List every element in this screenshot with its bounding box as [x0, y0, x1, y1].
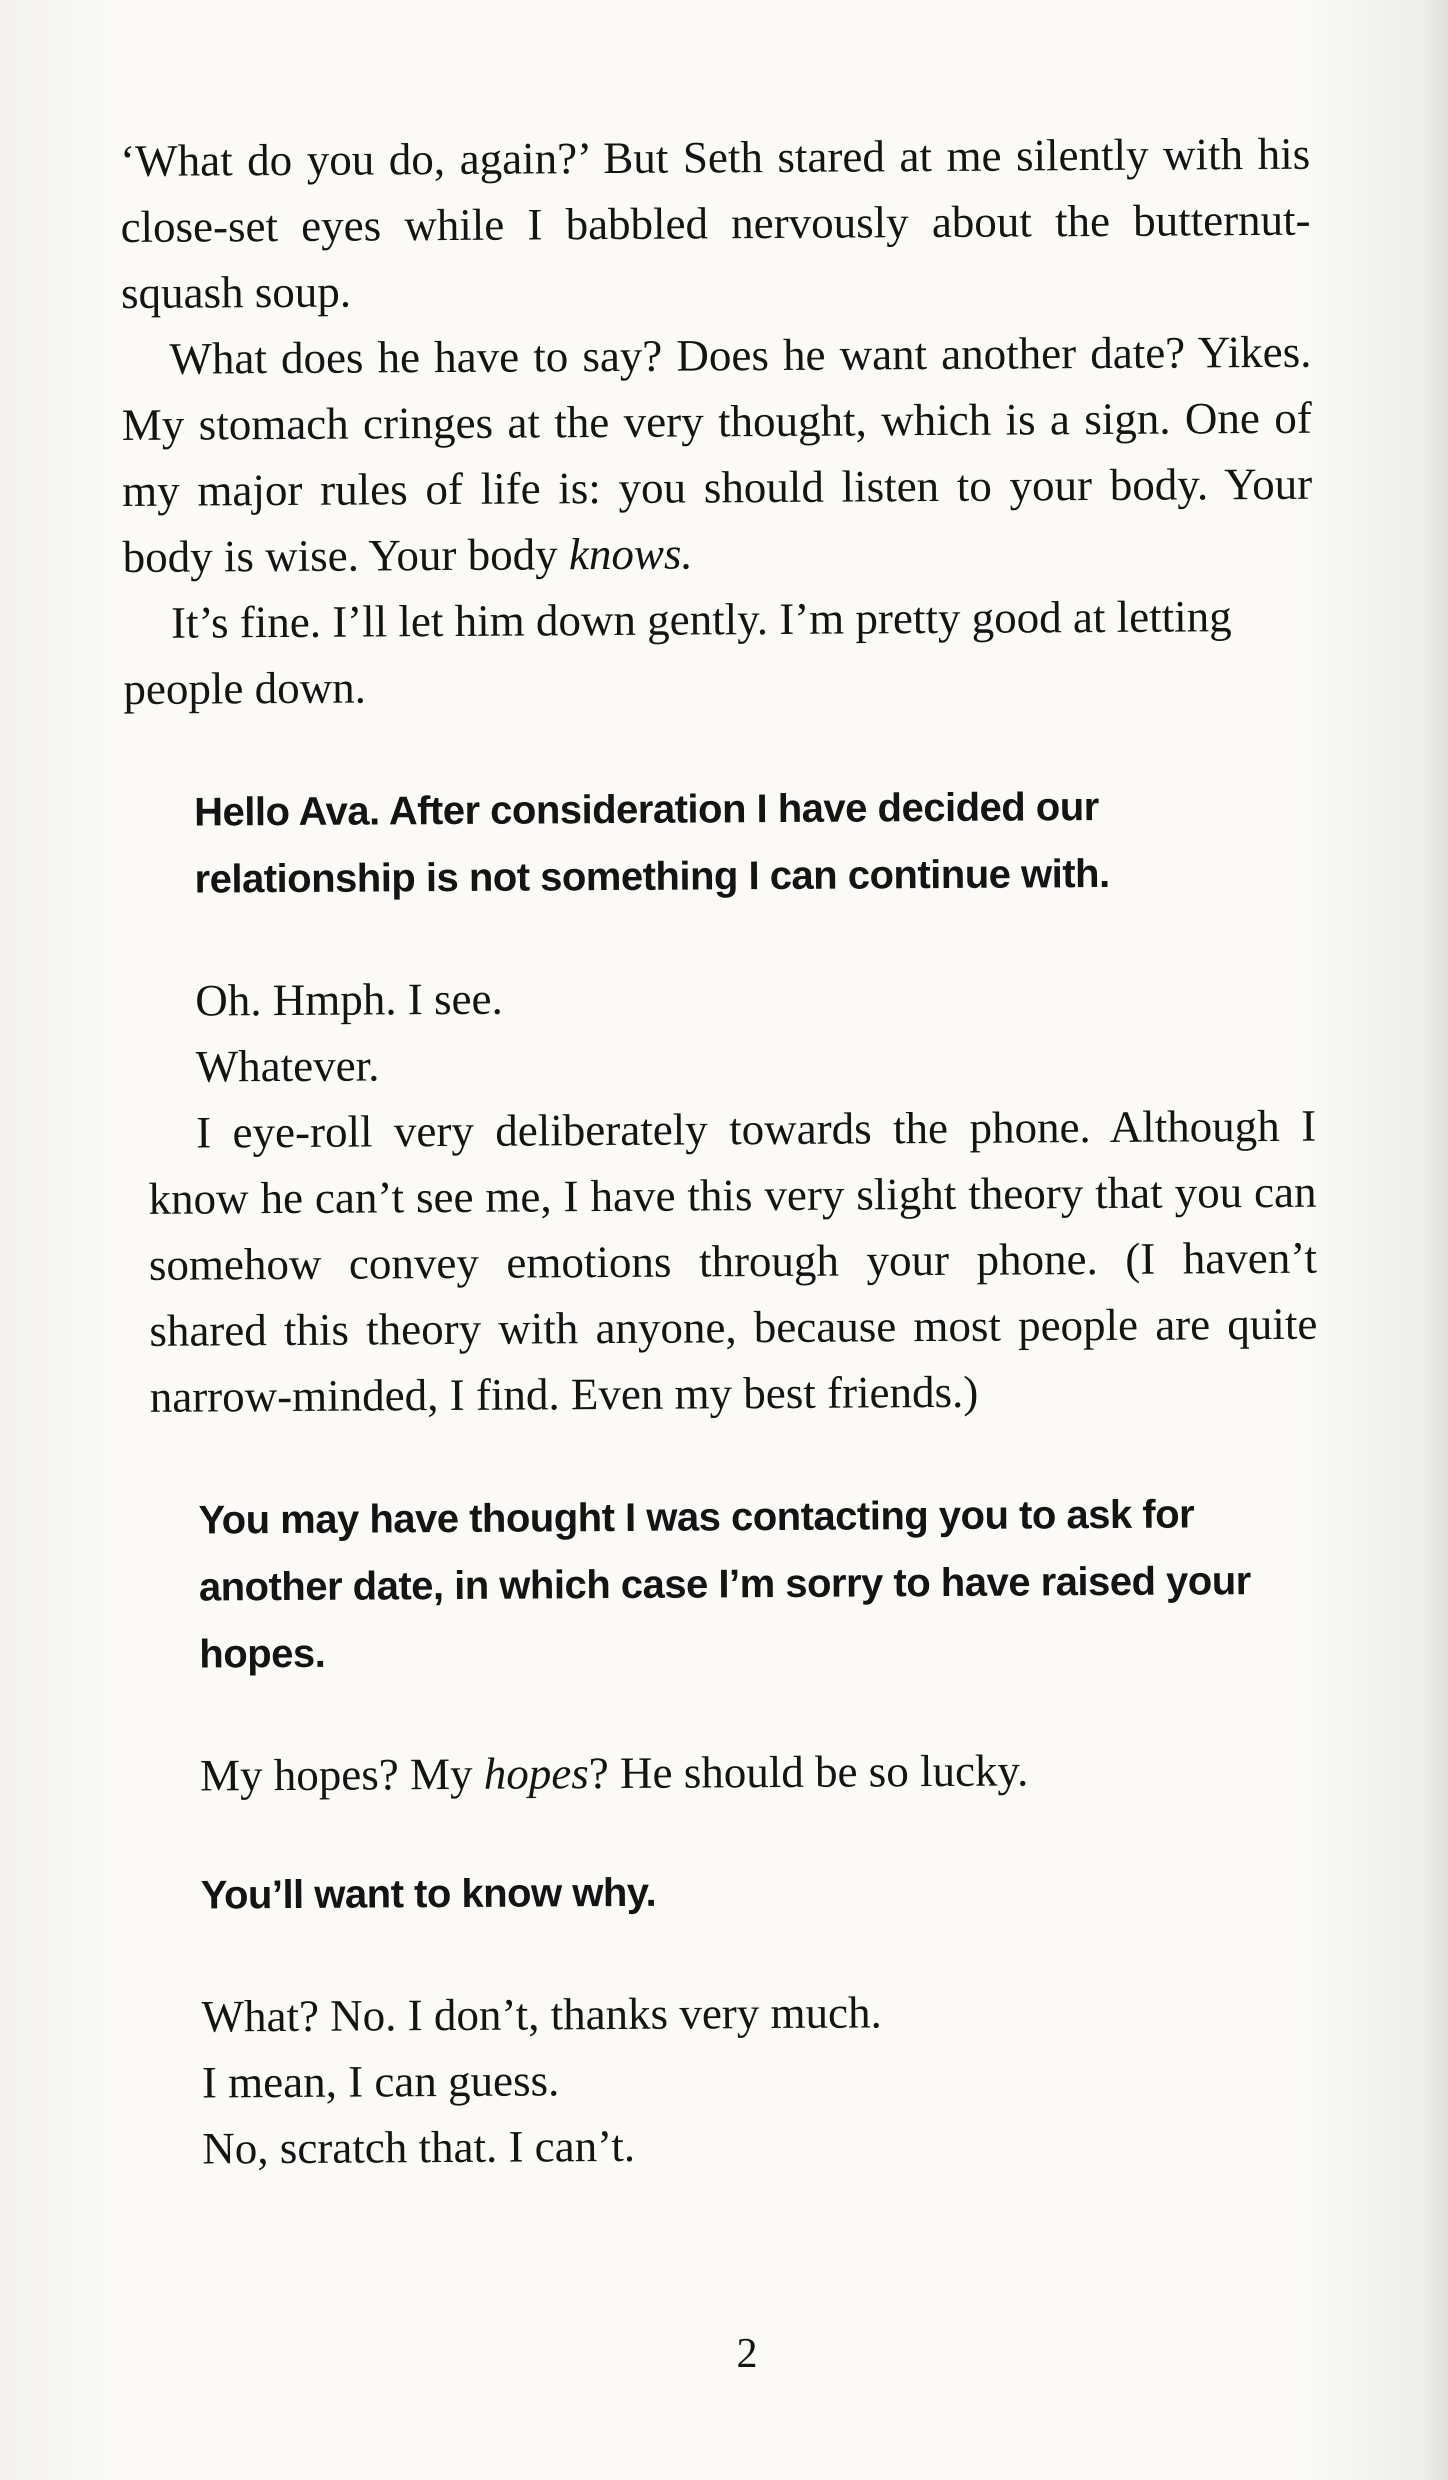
- reply-line-scratch-that: No, scratch that. I can’t.: [202, 2120, 636, 2174]
- reply-my-hopes-end: ? He should be so lucky.: [588, 1745, 1029, 1799]
- reply-line-what-no: What? No. I don’t, thanks very much.: [201, 1987, 882, 2042]
- spacer: [124, 715, 1314, 780]
- spacer: [130, 1682, 1320, 1743]
- reply-line-whatever: Whatever.: [195, 1040, 380, 1092]
- spacer: [128, 1423, 1318, 1488]
- text-column: [120, 121, 1323, 2182]
- page-number: 2: [736, 2331, 758, 2377]
- paragraph-let-down: It’s fine. I’ll let him down gently. I’m pretty good at letting people down.: [123, 591, 1232, 714]
- page-edge-shadow: [1422, 0, 1448, 2480]
- spacer: [131, 1923, 1321, 1984]
- text-message-2: You may have thought I was contacting you to ask for another date, in which case I’m sorry to have raised your hopes.: [198, 1492, 1251, 1677]
- paragraph-opening: ‘What do you do, again?’ But Seth stared at me silently with his close-set eyes while I babbled nervously about the butternut-squash soup.: [120, 128, 1311, 318]
- reply-my-hopes-start: My hopes? My: [199, 1748, 484, 1801]
- emphasis-hopes: hopes: [483, 1748, 589, 1799]
- text-message-1: Hello Ava. After consideration I have decided our relationship is not something I can continue with.: [194, 785, 1110, 902]
- emphasis-knows: knows.: [568, 528, 693, 580]
- paragraph-eye-roll: I eye-roll very deliberately towards the phone. Although I know he can’t see me, I have this very slight theory that you can somehow convey emotions through your phone. (I haven’t shared this theory with anyone, because most people are quite narrow-minded, I find. Even my best friends.): [148, 1100, 1318, 1422]
- reply-my-hopes: [130, 1736, 1320, 1809]
- spacer: [125, 907, 1315, 968]
- text-message-3: You’ll want to know why.: [200, 1870, 657, 1918]
- reply-line-i-can-guess: I mean, I can guess.: [201, 2055, 560, 2108]
- spacer: [130, 1802, 1320, 1863]
- reply-line-hmph: Oh. Hmph. I see.: [195, 973, 503, 1026]
- paragraph-body-knows-text: What does he have to say? Does he want another date? Yikes. My stomach cringes at the very thought, which is a sign. One of my major rules of life is: you should listen to your body. Your body is wise. Your body: [121, 326, 1313, 582]
- paragraph-body-knows: [121, 319, 1313, 590]
